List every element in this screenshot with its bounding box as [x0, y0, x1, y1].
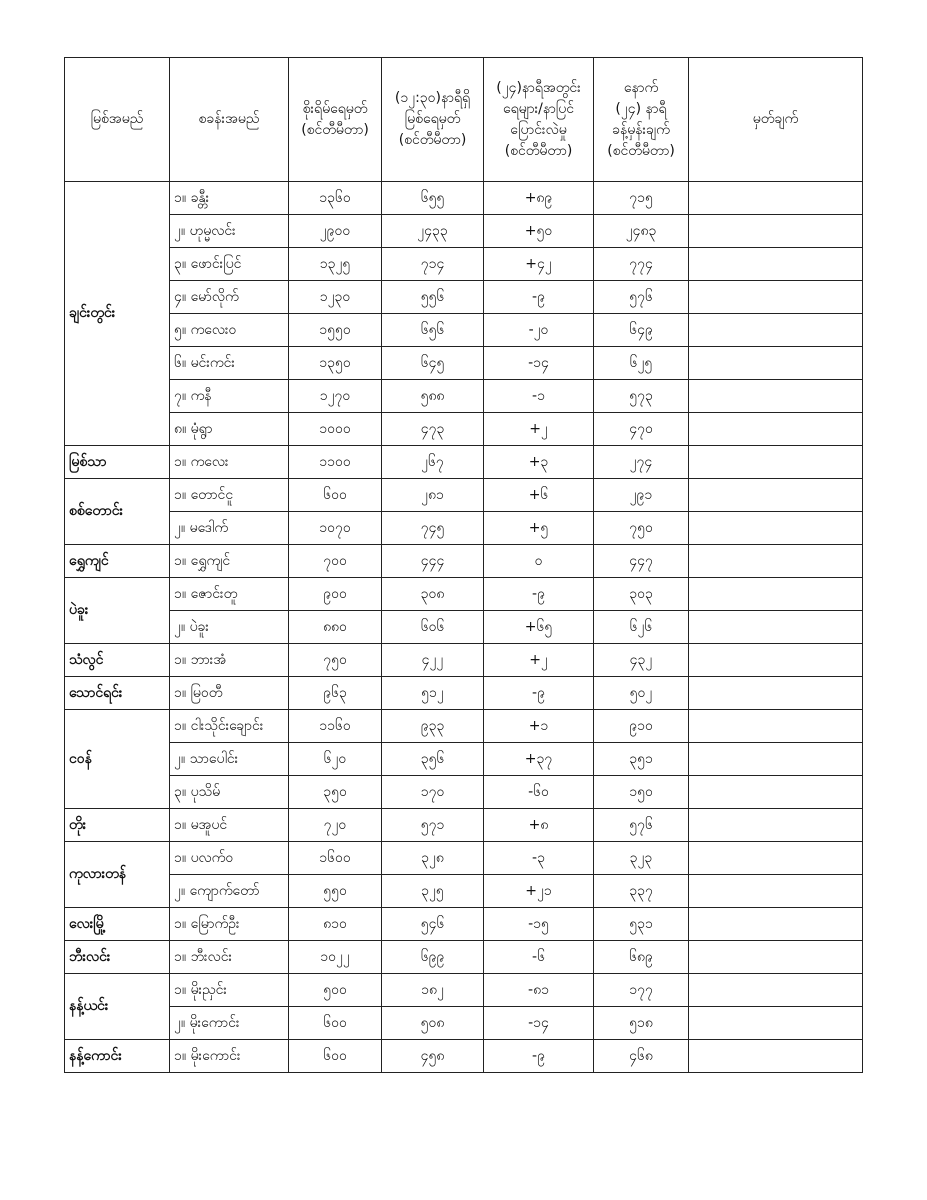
remarks-cell [689, 677, 863, 710]
change-cell: -၁၅ [484, 908, 594, 941]
header-line: စခန်းအမည် [198, 111, 260, 127]
water-level-cell: ၆၄၅ [382, 347, 484, 380]
remarks-cell [689, 1040, 863, 1073]
header-line: (၁၂:၃၀)နာရီရှိ [394, 90, 471, 106]
river-name-cell: နန့်ယင်း [65, 974, 170, 1040]
table-row [65, 281, 863, 314]
table-row [65, 215, 863, 248]
table-row [65, 347, 863, 380]
station-name-cell: ၂။ ကျောက်တော် [170, 875, 289, 908]
danger-level-cell: ၈၈၀ [289, 611, 382, 644]
forecast-cell: ၅၃၁ [594, 908, 689, 941]
danger-level-cell: ၁၃၂၅ [289, 248, 382, 281]
water-level-cell: ၃၅၆ [382, 743, 484, 776]
remarks-cell [689, 347, 863, 380]
header-line: (၂၄)နာရီအတွင်း [496, 79, 581, 96]
water-level-cell: ၅၇၁ [382, 809, 484, 842]
station-name-cell: ၄။ မော်လိုက် [170, 281, 289, 314]
danger-level-cell: ၁၃၅၀ [289, 347, 382, 380]
change-cell: +၅ [484, 512, 594, 545]
forecast-cell: ၅၇၆ [594, 809, 689, 842]
danger-level-cell: ၆၀၀ [289, 479, 382, 512]
forecast-cell: ၂၇၄ [594, 446, 689, 479]
danger-level-cell: ၁၅၅၀ [289, 314, 382, 347]
header-line: မြစ်အမည် [90, 111, 144, 127]
water-level-cell: ၃၀၈ [382, 578, 484, 611]
river-name-cell: လေးမြို့ [65, 908, 170, 941]
header-line: ပြောင်းလဲမှု [510, 121, 567, 138]
river-name-cell: ကုလားတန် [65, 842, 170, 908]
table-body [65, 182, 863, 1073]
table-row [65, 644, 863, 677]
forecast-cell: ၃၅၁ [594, 743, 689, 776]
change-cell: +၈ [484, 809, 594, 842]
remarks-cell [689, 446, 863, 479]
table-row [65, 611, 863, 644]
table-row [65, 413, 863, 446]
forecast-cell: ၃၃၇ [594, 875, 689, 908]
river-name-cell: ရွှေကျင် [65, 545, 170, 578]
water-level-cell: ၆၀၆ [382, 611, 484, 644]
station-name-cell: ၁။ ရွှေကျင် [170, 545, 289, 578]
change-cell: -၂၀ [484, 314, 594, 347]
station-name-cell: ၂။ ပဲခူး [170, 611, 289, 644]
danger-level-cell: ၇၂၀ [289, 809, 382, 842]
danger-level-cell: ၁၆၀၀ [289, 842, 382, 875]
water-level-cell: ၄၅၈ [382, 1040, 484, 1073]
forecast-cell: ၂၄၈၃ [594, 215, 689, 248]
change-cell: +၆၅ [484, 611, 594, 644]
station-name-cell: ၁။ မြောက်ဦး [170, 908, 289, 941]
water-level-cell: ၆၅၅ [382, 182, 484, 215]
forecast-cell: ၄၃၂ [594, 644, 689, 677]
header-line: မြစ်ရေမှတ် [404, 111, 461, 127]
danger-level-cell: ၉၀၀ [289, 578, 382, 611]
water-level-cell: ၂၆၇ [382, 446, 484, 479]
change-cell: -၆ [484, 941, 594, 974]
forecast-cell: ၄၇၀ [594, 413, 689, 446]
remarks-cell [689, 380, 863, 413]
header-station-name [170, 58, 289, 182]
table-row [65, 1040, 863, 1073]
danger-level-cell: ၅၅၀ [289, 875, 382, 908]
station-name-cell: ၁။ မြဝတီ [170, 677, 289, 710]
table-row [65, 875, 863, 908]
table-row [65, 578, 863, 611]
river-name-cell: သောင်ရင်း [65, 677, 170, 710]
danger-level-cell: ၇၅၀ [289, 644, 382, 677]
header-line: (စင်တီမီတာ) [301, 121, 369, 138]
change-cell: -၉ [484, 1040, 594, 1073]
station-name-cell: ၇။ ကနီ [170, 380, 289, 413]
change-cell: -၉ [484, 578, 594, 611]
change-cell: +၈၉ [484, 182, 594, 215]
water-level-cell: ၂၄၃၃ [382, 215, 484, 248]
header-line: ရေများ/နာပြင် [503, 100, 574, 117]
change-cell: +၁ [484, 710, 594, 743]
station-name-cell: ၁။ ကလေး [170, 446, 289, 479]
station-name-cell: ၁။ ငါးသိုင်းချောင်း [170, 710, 289, 743]
station-name-cell: ၂။ မိုးကောင်း [170, 1007, 289, 1040]
forecast-cell: ၇၅၀ [594, 512, 689, 545]
table-row [65, 710, 863, 743]
forecast-cell: ၃၀၃ [594, 578, 689, 611]
danger-level-cell: ၁၃၆၀ [289, 182, 382, 215]
station-name-cell: ၁။ ပလက်ဝ [170, 842, 289, 875]
forecast-cell: ၂၉၁ [594, 479, 689, 512]
danger-level-cell: ၁၀၀၀ [289, 413, 382, 446]
remarks-cell [689, 512, 863, 545]
forecast-cell: ၁၅၀ [594, 776, 689, 809]
table-row [65, 248, 863, 281]
danger-level-cell: ၁၁၀၀ [289, 446, 382, 479]
table-row [65, 380, 863, 413]
table-row [65, 908, 863, 941]
remarks-cell [689, 248, 863, 281]
river-name-cell: ချင်းတွင်း [65, 182, 170, 446]
change-cell: -၈၁ [484, 974, 594, 1007]
header-line: (၂၄) နာရီ [615, 100, 667, 117]
change-cell: +၄၂ [484, 248, 594, 281]
forecast-cell: ၉၁၀ [594, 710, 689, 743]
forecast-cell: ၆၂၆ [594, 611, 689, 644]
water-level-cell: ၁၇၀ [382, 776, 484, 809]
forecast-cell: ၅၀၂ [594, 677, 689, 710]
forecast-cell: ၇၇၄ [594, 248, 689, 281]
station-name-cell: ၁။ တောင်ငူ [170, 479, 289, 512]
table-row [65, 314, 863, 347]
change-cell: +၅၀ [484, 215, 594, 248]
danger-level-cell: ၂၉၀၀ [289, 215, 382, 248]
remarks-cell [689, 611, 863, 644]
table-row [65, 776, 863, 809]
station-name-cell: ၁။ ဘားအံ [170, 644, 289, 677]
change-cell: -၁၄ [484, 1007, 594, 1040]
header-line: စိုးရိမ်ရေမှတ် [302, 100, 368, 117]
remarks-cell [689, 182, 863, 215]
station-name-cell: ၁။ မအူပင် [170, 809, 289, 842]
station-name-cell: ၅။ ကလေးဝ [170, 314, 289, 347]
forecast-cell: ၆၈၉ [594, 941, 689, 974]
change-cell: -၉ [484, 281, 594, 314]
remarks-cell [689, 1007, 863, 1040]
header-line: (စင်တီမီတာ) [504, 142, 573, 159]
remarks-cell [689, 908, 863, 941]
remarks-cell [689, 974, 863, 1007]
remarks-cell [689, 479, 863, 512]
station-name-cell: ၁။ ခန္တီး [170, 182, 289, 215]
remarks-cell [689, 413, 863, 446]
table-row [65, 842, 863, 875]
river-name-cell: ငဝန် [65, 710, 170, 809]
danger-level-cell: ၁၁၆၀ [289, 710, 382, 743]
header-line: (စင်တီမီတာ) [607, 142, 675, 159]
forecast-cell: ၅၇၃ [594, 380, 689, 413]
remarks-cell [689, 578, 863, 611]
station-name-cell: ၃။ ဖောင်းပြင် [170, 248, 289, 281]
river-name-cell: မြစ်သာ [65, 446, 170, 479]
water-level-cell: ၉၃၃ [382, 710, 484, 743]
table-row [65, 809, 863, 842]
water-level-cell: ၅၀၈ [382, 1007, 484, 1040]
header-forecast [594, 58, 689, 182]
river-name-cell: ဘီးလင်း [65, 941, 170, 974]
water-level-cell: ၄၄၄ [382, 545, 484, 578]
forecast-cell: ၆၄၉ [594, 314, 689, 347]
danger-level-cell: ၁၀၇၀ [289, 512, 382, 545]
water-level-cell: ၁၈၂ [382, 974, 484, 1007]
remarks-cell [689, 710, 863, 743]
danger-level-cell: ၈၁၀ [289, 908, 382, 941]
forecast-cell: ၄၆၈ [594, 1040, 689, 1073]
remarks-cell [689, 644, 863, 677]
danger-level-cell: ၆၂၀ [289, 743, 382, 776]
change-cell: +၆ [484, 479, 594, 512]
header-remarks [689, 58, 863, 182]
danger-level-cell: ၅၀၀ [289, 974, 382, 1007]
table-row [65, 446, 863, 479]
change-cell: +၃၇ [484, 743, 594, 776]
header-row [65, 58, 863, 182]
remarks-cell [689, 776, 863, 809]
table-row [65, 743, 863, 776]
water-level-cell: ၃၂၅ [382, 875, 484, 908]
change-cell: +၃ [484, 446, 594, 479]
remarks-cell [689, 809, 863, 842]
water-level-cell: ၃၂၈ [382, 842, 484, 875]
table-row [65, 545, 863, 578]
water-level-cell: ၅၄၆ [382, 908, 484, 941]
danger-level-cell: ၃၅၀ [289, 776, 382, 809]
remarks-cell [689, 215, 863, 248]
water-level-cell: ၆၉၉ [382, 941, 484, 974]
danger-level-cell: ၁၂၃၀ [289, 281, 382, 314]
water-level-cell: ၇၄၅ [382, 512, 484, 545]
water-level-cell: ၂၈၁ [382, 479, 484, 512]
header-line: နောက် [623, 79, 659, 96]
river-name-cell: နန့်ကောင်း [65, 1040, 170, 1073]
station-name-cell: ၈။ မုံရွာ [170, 413, 289, 446]
water-level-cell: ၅၈၈ [382, 380, 484, 413]
table-row [65, 479, 863, 512]
change-cell: -၁ [484, 380, 594, 413]
change-cell: -၆၀ [484, 776, 594, 809]
forecast-cell: ၃၂၃ [594, 842, 689, 875]
forecast-cell: ၁၇၇ [594, 974, 689, 1007]
table-row [65, 512, 863, 545]
water-level-cell: ၆၅၆ [382, 314, 484, 347]
water-level-cell: ၄၇၃ [382, 413, 484, 446]
remarks-cell [689, 314, 863, 347]
remarks-cell [689, 842, 863, 875]
change-cell: +၂ [484, 644, 594, 677]
header-line: ခန့်မှန်းချက် [612, 121, 670, 138]
station-name-cell: ၃။ ပုသိမ် [170, 776, 289, 809]
forecast-cell: ၆၂၅ [594, 347, 689, 380]
station-name-cell: ၂။ ဟုမ္မလင်း [170, 215, 289, 248]
change-cell: ၀ [484, 545, 594, 578]
danger-level-cell: ၁၂၇၀ [289, 380, 382, 413]
change-cell: -၁၄ [484, 347, 594, 380]
station-name-cell: ၂။ မဒေါက် [170, 512, 289, 545]
table-row [65, 941, 863, 974]
station-name-cell: ၂။ သာပေါင်း [170, 743, 289, 776]
danger-level-cell: ၁၀၂၂ [289, 941, 382, 974]
remarks-cell [689, 875, 863, 908]
river-name-cell: ပဲခူး [65, 578, 170, 644]
station-name-cell: ၆။ မင်းကင်း [170, 347, 289, 380]
change-cell: -၉ [484, 677, 594, 710]
remarks-cell [689, 281, 863, 314]
table-row [65, 974, 863, 1007]
forecast-cell: ၄၄၇ [594, 545, 689, 578]
header-river-name [65, 58, 170, 182]
header-danger-level [289, 58, 382, 182]
river-name-cell: တိုး [65, 809, 170, 842]
danger-level-cell: ၉၆၃ [289, 677, 382, 710]
remarks-cell [689, 743, 863, 776]
remarks-cell [689, 545, 863, 578]
table-row [65, 677, 863, 710]
header-water-level [382, 58, 484, 182]
river-water-level-table [64, 57, 863, 1073]
header-line: မှတ်ချက် [752, 111, 799, 127]
water-level-cell: ၅၅၆ [382, 281, 484, 314]
water-level-cell: ၅၁၂ [382, 677, 484, 710]
change-cell: +၂၁ [484, 875, 594, 908]
change-cell: -၃ [484, 842, 594, 875]
table-row [65, 1007, 863, 1040]
water-level-cell: ၇၁၄ [382, 248, 484, 281]
forecast-cell: ၅၇၆ [594, 281, 689, 314]
forecast-cell: ၇၁၅ [594, 182, 689, 215]
station-name-cell: ၁။ ဇောင်းတူ [170, 578, 289, 611]
river-name-cell: သံလွင် [65, 644, 170, 677]
table-row [65, 182, 863, 215]
station-name-cell: ၁။ မိုးကောင်း [170, 1040, 289, 1073]
remarks-cell [689, 941, 863, 974]
header-line: (စင်တီမီတာ) [398, 132, 467, 148]
danger-level-cell: ၆၀၀ [289, 1040, 382, 1073]
change-cell: +၂ [484, 413, 594, 446]
water-level-cell: ၄၂၂ [382, 644, 484, 677]
river-name-cell: စစ်တောင်း [65, 479, 170, 545]
danger-level-cell: ၆၀၀ [289, 1007, 382, 1040]
station-name-cell: ၁။ မိုးညှင်း [170, 974, 289, 1007]
forecast-cell: ၅၁၈ [594, 1007, 689, 1040]
station-name-cell: ၁။ ဘီးလင်း [170, 941, 289, 974]
header-24h-change [484, 58, 594, 182]
danger-level-cell: ၇၀၀ [289, 545, 382, 578]
